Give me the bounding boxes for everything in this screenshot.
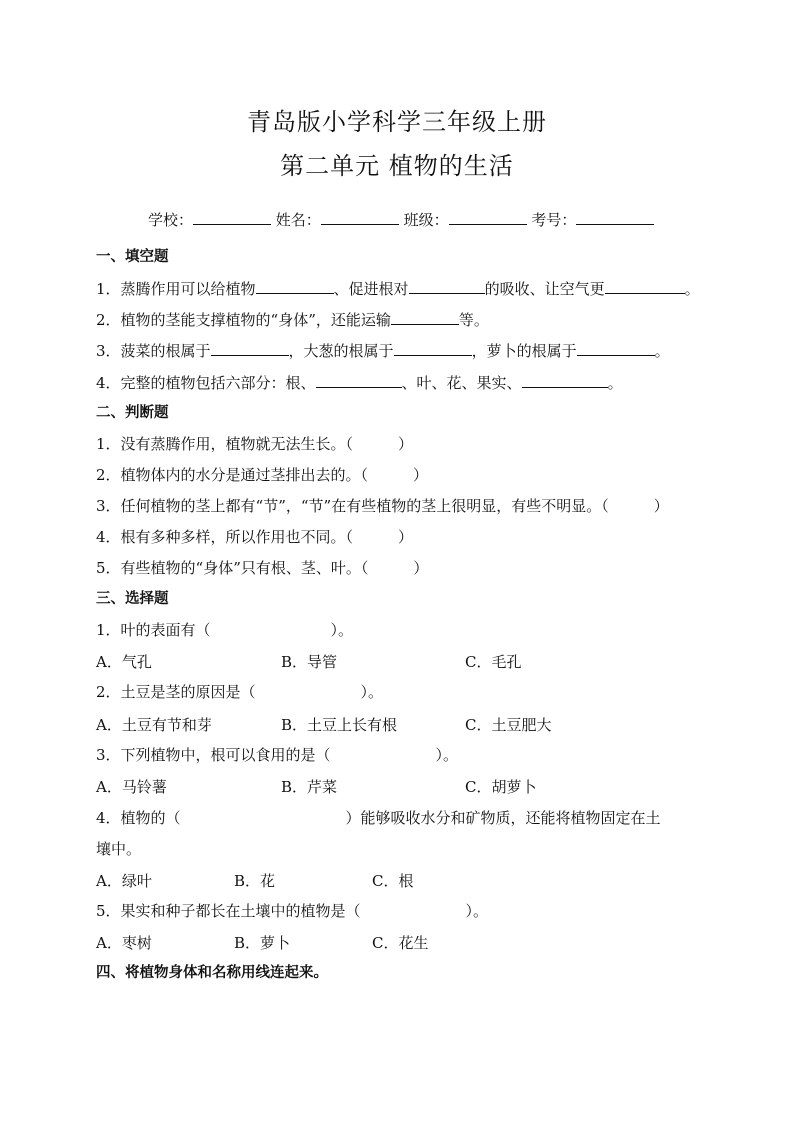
fill-q3-blank-2[interactable] <box>394 341 472 356</box>
fill-q2-text-b: 等。 <box>458 311 489 329</box>
fill-q1-text-c: 的吸收、让空气更 <box>484 280 605 298</box>
judge-question-5: 5．有些植物的“身体”只有根、茎、叶。（ ） <box>96 559 429 577</box>
fill-question-1 <box>96 279 700 299</box>
fill-question-2 <box>96 310 489 330</box>
fill-q4-text-a: 4．完整的植物包括六部分：根、 <box>96 374 316 392</box>
fill-q3-blank-1[interactable] <box>211 341 289 356</box>
judge-question-1: 1．没有蒸腾作用，植物就无法生长。（ ） <box>96 435 414 453</box>
choice-question-2-stem: 2．土豆是茎的原因是（ ）。 <box>96 683 384 701</box>
fill-q1-text-d: 。 <box>684 280 700 298</box>
fill-q3-blank-3[interactable] <box>577 341 655 356</box>
choice-q4-option-b[interactable]: B．花 <box>234 872 276 890</box>
fill-q4-blank-2[interactable] <box>522 373 608 388</box>
fill-q1-blank-2[interactable] <box>409 279 485 294</box>
choice-q3-option-b[interactable]: B．芹菜 <box>281 778 338 796</box>
school-label: 学校： <box>148 211 194 229</box>
class-blank[interactable] <box>449 210 527 225</box>
number-blank[interactable] <box>576 210 654 225</box>
choice-q3-option-a[interactable]: A．马铃薯 <box>96 778 167 796</box>
fill-q2-blank-1[interactable] <box>391 310 459 325</box>
fill-q4-text-b: 、叶、花、果实、 <box>401 374 522 392</box>
fill-q1-blank-1[interactable] <box>256 279 334 294</box>
fill-q3-text-d: 。 <box>654 342 670 360</box>
student-info-row <box>148 209 654 230</box>
choice-q4-option-a[interactable]: A．绿叶 <box>96 872 152 890</box>
section-heading-fill: 一、填空题 <box>96 249 169 265</box>
fill-q1-text-a: 1．蒸腾作用可以给植物 <box>96 280 256 298</box>
page-title: 青岛版小学科学三年级上册 <box>247 108 547 136</box>
number-label: 考号： <box>531 211 577 229</box>
fill-q4-blank-1[interactable] <box>316 373 402 388</box>
page-subtitle: 第二单元 植物的生活 <box>280 152 514 180</box>
choice-q2-option-a[interactable]: A．土豆有节和芽 <box>96 716 212 734</box>
judge-question-2: 2．植物体内的水分是通过茎排出去的。（ ） <box>96 466 429 484</box>
section-heading-connect: 四、将植物身体和名称用线连起来。 <box>96 965 328 981</box>
name-label: 姓名： <box>275 211 321 229</box>
fill-q3-text-b: ，大葱的根属于 <box>288 342 394 360</box>
choice-q3-option-c[interactable]: C．胡萝卜 <box>465 778 537 796</box>
class-label: 班级： <box>403 211 449 229</box>
school-blank[interactable] <box>193 210 271 225</box>
judge-question-3: 3．任何植物的茎上都有“节”，“节”在有些植物的茎上很明显，有些不明显。（ ） <box>96 497 669 515</box>
fill-q2-text-a: 2．植物的茎能支撑植物的“身体”，还能运输 <box>96 311 391 329</box>
fill-q3-text-a: 3．菠菜的根属于 <box>96 342 211 360</box>
choice-question-4-stem: 4．植物的（ ）能够吸收水分和矿物质，还能将植物固定在土 <box>96 809 661 827</box>
choice-q1-option-a[interactable]: A．气孔 <box>96 653 152 671</box>
fill-q4-text-c: 。 <box>607 374 623 392</box>
choice-question-5-stem: 5．果实和种子都长在土壤中的植物是（ ）。 <box>96 902 489 920</box>
choice-q2-option-b[interactable]: B．土豆上长有根 <box>281 716 398 734</box>
choice-q1-option-c[interactable]: C．毛孔 <box>465 653 522 671</box>
choice-q1-option-b[interactable]: B．导管 <box>281 653 338 671</box>
name-blank[interactable] <box>321 210 399 225</box>
choice-question-4-stem-cont: 壤中。 <box>96 840 142 858</box>
section-heading-choice: 三、选择题 <box>96 591 169 607</box>
choice-q5-option-c[interactable]: C．花生 <box>372 934 429 952</box>
fill-question-4 <box>96 373 623 393</box>
fill-question-3 <box>96 341 670 361</box>
choice-question-3-stem: 3．下列植物中，根可以食用的是（ ）。 <box>96 746 459 764</box>
choice-q4-option-c[interactable]: C．根 <box>372 872 414 890</box>
fill-q3-text-c: ，萝卜的根属于 <box>471 342 577 360</box>
fill-q1-text-b: 、促进根对 <box>333 280 409 298</box>
choice-question-1-stem: 1．叶的表面有（ ）。 <box>96 621 354 639</box>
fill-q1-blank-3[interactable] <box>605 279 685 294</box>
section-heading-judge: 二、判断题 <box>96 405 169 421</box>
choice-q5-option-b[interactable]: B．萝卜 <box>234 934 291 952</box>
choice-q2-option-c[interactable]: C．土豆肥大 <box>465 716 552 734</box>
choice-q5-option-a[interactable]: A．枣树 <box>96 934 152 952</box>
judge-question-4: 4．根有多种多样，所以作用也不同。（ ） <box>96 528 414 546</box>
